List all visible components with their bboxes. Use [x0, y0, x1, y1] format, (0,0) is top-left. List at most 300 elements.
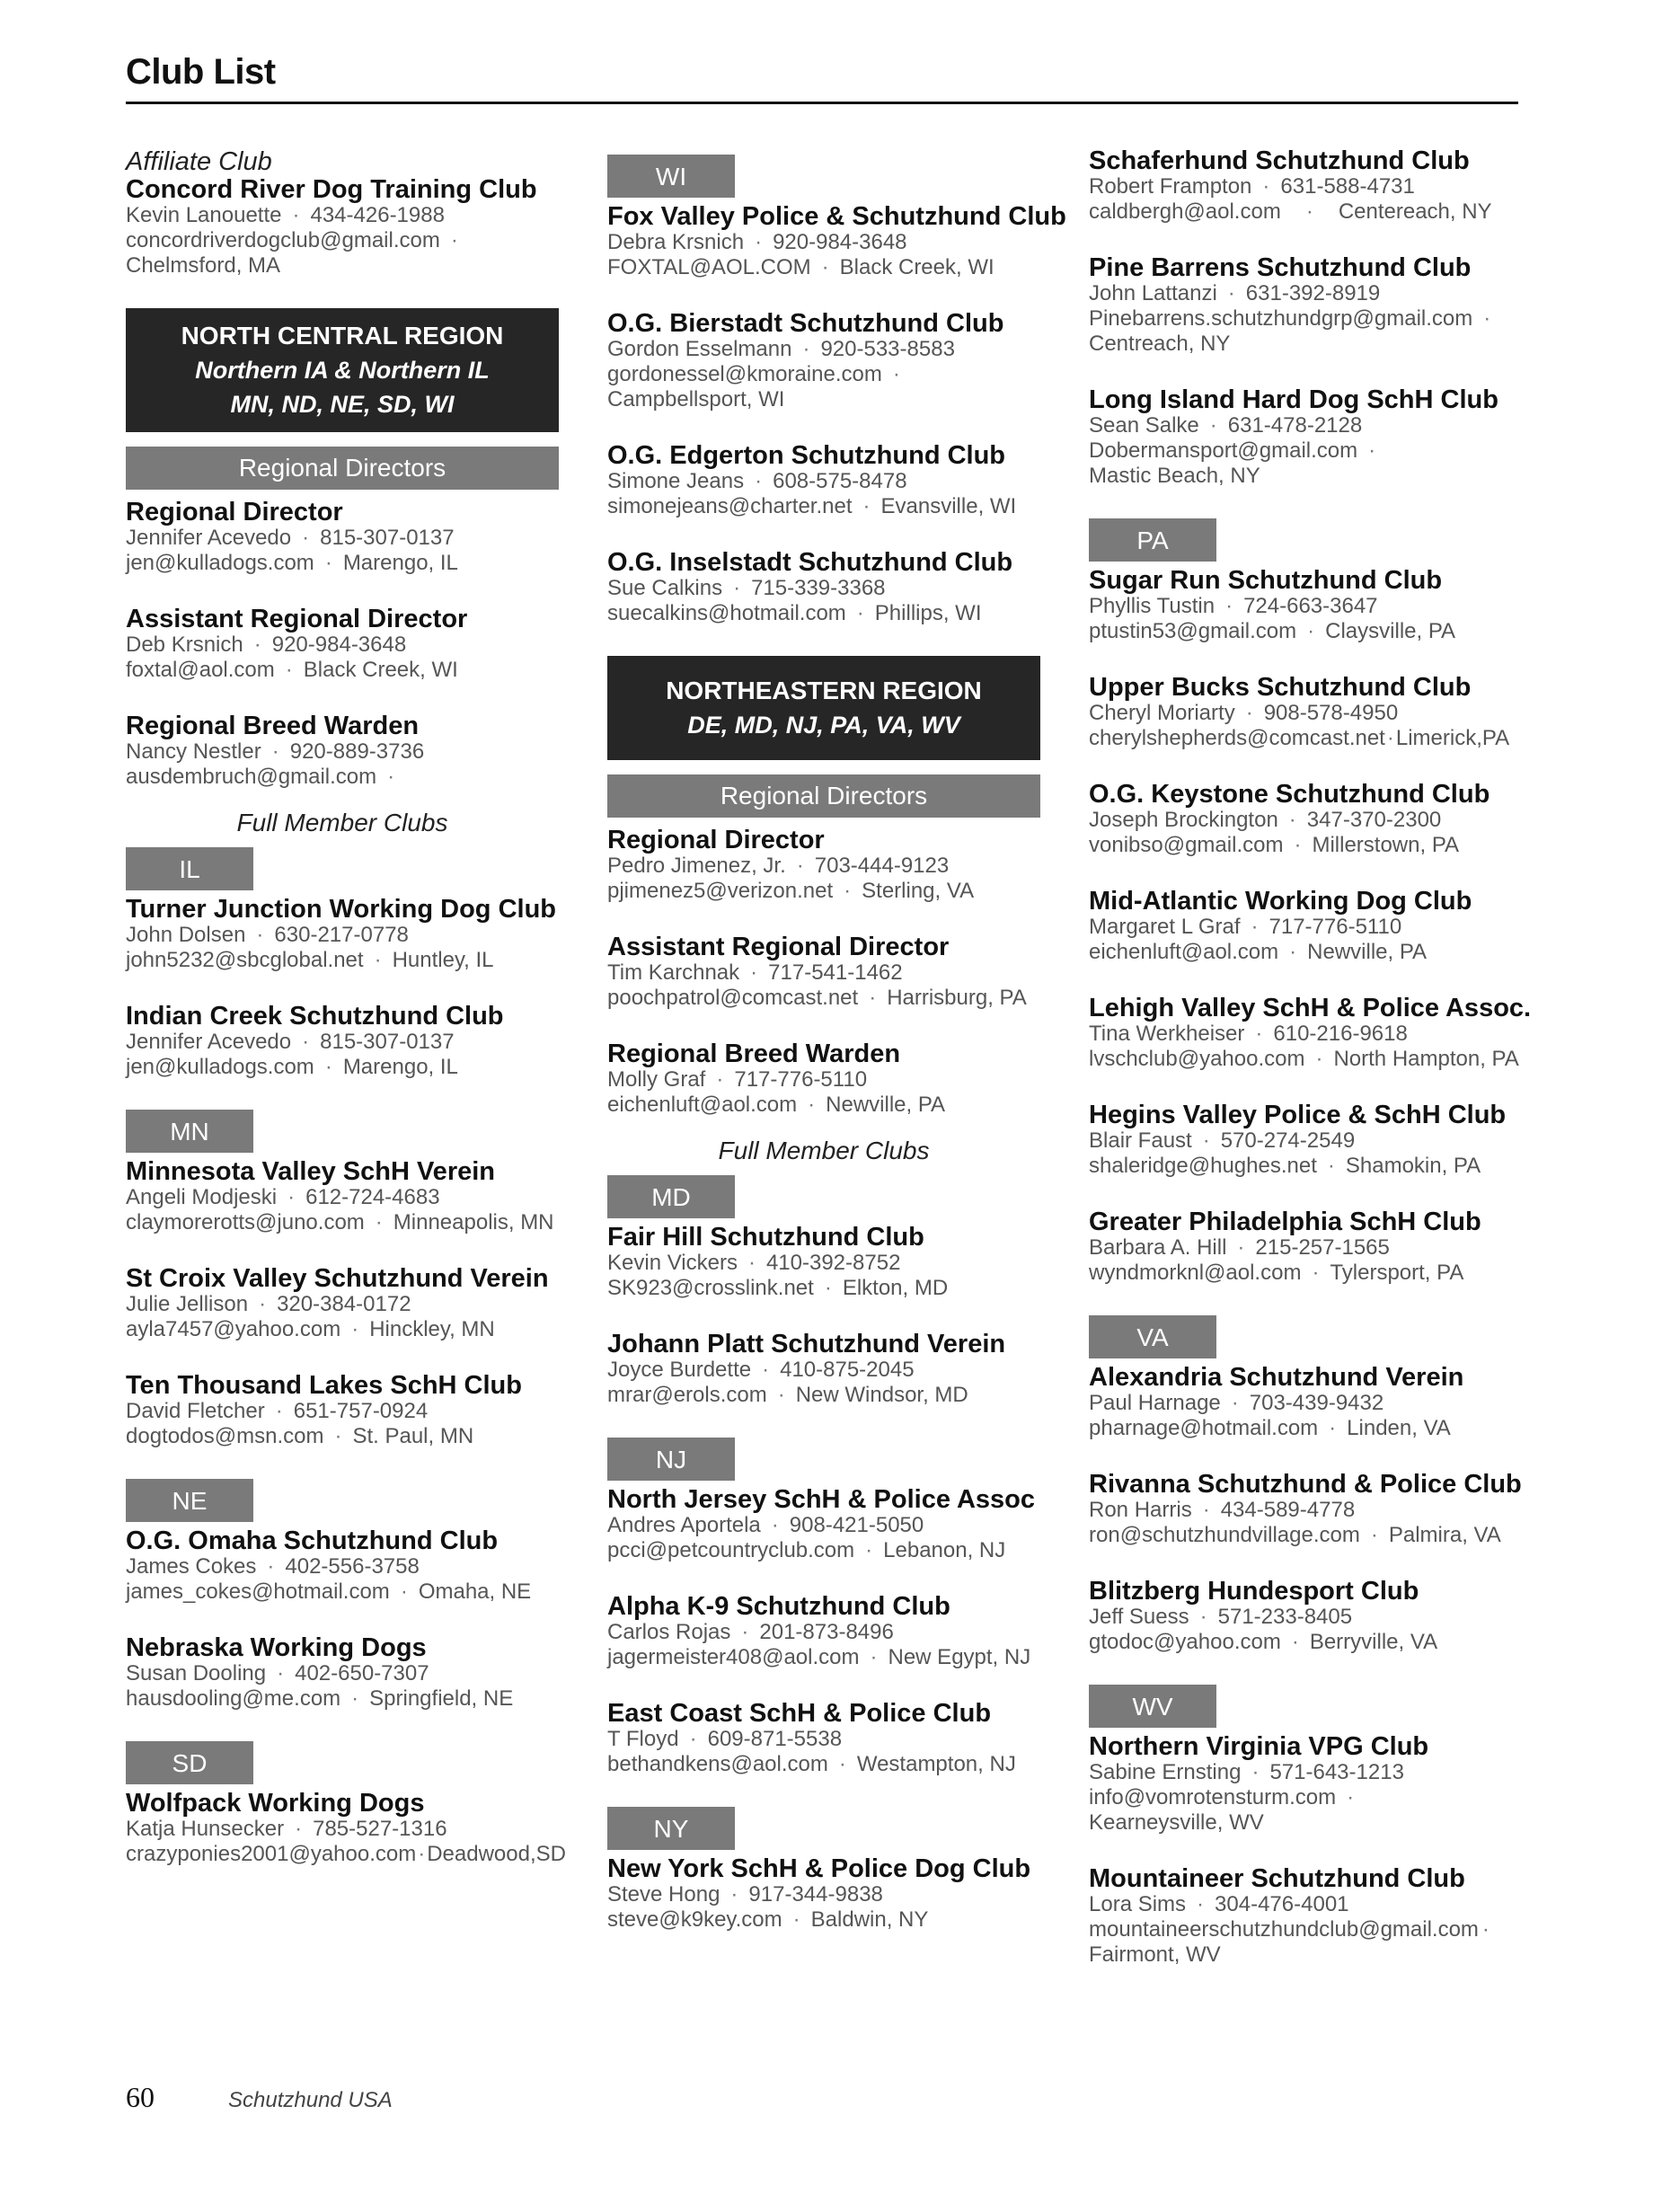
separator-dot: ·: [689, 1727, 697, 1751]
location: Centereach, NY: [1338, 199, 1492, 224]
email: suecalkins@hotmail.com: [607, 601, 846, 625]
club-name: Fair Hill Schutzhund Club: [607, 1223, 924, 1252]
club-name: Lehigh Valley SchH & Police Assoc.: [1089, 994, 1532, 1022]
phone: 402-556-3758: [285, 1554, 420, 1579]
separator-dot: ·: [1199, 1605, 1207, 1629]
separator-dot: ·: [1202, 1128, 1210, 1153]
email-line: [1089, 1630, 1522, 1655]
director-entry: [126, 606, 559, 683]
email-line: [1089, 619, 1522, 644]
email: ptustin53@gmail.com: [1089, 619, 1297, 643]
phone: 571-233-8405: [1217, 1605, 1353, 1629]
full-member-clubs-label: Full Member Clubs: [718, 1137, 930, 1164]
contact-line: [126, 923, 559, 948]
email: caldbergh@aol.com: [1089, 199, 1281, 224]
contact-line: [1089, 1391, 1522, 1416]
club-entry: [607, 1486, 1040, 1563]
club-entry: [1089, 1865, 1522, 1968]
separator-dot: ·: [1231, 1391, 1239, 1415]
email: bethandkens@aol.com: [607, 1752, 828, 1776]
separator-dot: ·: [1483, 306, 1491, 331]
contact-line: [607, 1251, 1040, 1276]
separator-dot: ·: [387, 765, 395, 789]
separator-dot: ·: [869, 986, 877, 1010]
contact-line: [1089, 1235, 1522, 1261]
phone: 717-541-1462: [768, 960, 903, 985]
separator-dot: ·: [334, 1424, 342, 1448]
phone: 717-776-5110: [734, 1067, 868, 1092]
club-entry: [1089, 781, 1522, 858]
email-line: [1089, 1261, 1522, 1286]
phone: 434-589-4778: [1220, 1498, 1356, 1522]
regional-directors-bar: Regional Directors: [607, 774, 1040, 818]
director-title: Regional Director: [126, 498, 343, 526]
phone: 917-344-9838: [748, 1882, 883, 1907]
email-line: [126, 228, 559, 253]
phone: 920-984-3648: [773, 230, 907, 254]
region-states: MN, ND, NE, SD, WI: [230, 391, 455, 418]
phone: 631-588-4731: [1280, 174, 1415, 199]
contact-line: [126, 1399, 559, 1424]
contact-name: James Cokes: [126, 1554, 257, 1579]
contact-line: [607, 337, 1040, 362]
phone: 908-578-4950: [1263, 701, 1399, 725]
club-name: Alexandria Schutzhund Verein: [1089, 1363, 1464, 1392]
club-entry: [1089, 674, 1522, 751]
location: Deadwood,SD: [427, 1842, 566, 1866]
club-entry: [607, 442, 1040, 519]
location: New Windsor, MD: [795, 1383, 968, 1407]
region-title: NORTH CENTRAL REGION: [181, 322, 504, 349]
separator-dot: ·: [271, 739, 279, 764]
separator-dot: ·: [792, 1907, 800, 1932]
separator-dot: ·: [750, 960, 758, 985]
club-name: Wolfpack Working Dogs: [126, 1789, 425, 1818]
email: eichenluft@aol.com: [1089, 940, 1279, 964]
contact-name: Simone Jeans: [607, 469, 745, 493]
location: Marengo, IL: [342, 551, 458, 575]
email: wyndmorknl@aol.com: [1089, 1261, 1302, 1285]
state-tab-ny: NY: [607, 1807, 735, 1850]
club-entry: [607, 202, 1066, 280]
contact-line: [1089, 1760, 1522, 1785]
email-line: [1089, 1154, 1522, 1179]
contact-line: [126, 633, 559, 658]
full-member-clubs-label: Full Member Clubs: [236, 809, 448, 836]
separator-dot: ·: [1327, 1154, 1335, 1178]
email-line: [126, 1210, 559, 1235]
separator-dot: ·: [1251, 915, 1259, 939]
email-line: [126, 1686, 559, 1712]
email-line: [126, 658, 559, 683]
contact-line: [607, 960, 1040, 986]
contact-line: [607, 469, 1040, 494]
club-entry: [1089, 1208, 1522, 1286]
separator-dot: ·: [277, 1661, 285, 1686]
email-line: [126, 1317, 559, 1342]
affiliate-club-label: Affiliate Club: [126, 147, 272, 176]
state-tab-wv: WV: [1089, 1685, 1216, 1728]
director-entry: [607, 933, 1040, 1011]
contact-line: [1089, 413, 1522, 438]
contact-line: [126, 1554, 559, 1579]
contact-line: [1089, 174, 1522, 199]
club-name: Schaferhund Schutzhund Club: [1089, 146, 1470, 175]
email: jen@kulladogs.com: [126, 551, 314, 575]
separator-dot: ·: [1251, 1760, 1260, 1784]
separator-dot: ·: [1312, 1261, 1320, 1285]
column-2: [607, 155, 1066, 1962]
contact-name: Jennifer Acevedo: [126, 526, 292, 550]
email: SK923@crosslink.net: [607, 1276, 814, 1300]
location: Newville, PA: [1307, 940, 1428, 964]
club-entry: [126, 896, 559, 973]
email: hausdooling@me.com: [126, 1686, 341, 1711]
contact-line: [1089, 1498, 1522, 1523]
contact-name: Julie Jellison: [126, 1292, 249, 1316]
phone: 610-216-9618: [1273, 1022, 1408, 1046]
separator-dot: ·: [324, 551, 332, 575]
separator-dot: ·: [762, 1358, 770, 1382]
email-line: [1089, 833, 1522, 858]
location: Hinckley, MN: [369, 1317, 495, 1341]
contact-name: Kevin Vickers: [607, 1251, 738, 1275]
contact-name: Deb Krsnich: [126, 633, 243, 657]
director-title: Assistant Regional Director: [126, 605, 468, 633]
contact-name: John Lattanzi: [1089, 281, 1217, 305]
contact-line: [1089, 808, 1522, 833]
club-entry: [1089, 1578, 1522, 1655]
separator-dot: ·: [741, 1620, 749, 1644]
column-3: [1089, 146, 1532, 1997]
email-line: [1089, 438, 1522, 464]
email-line: [126, 1842, 566, 1867]
email: ron@schutzhundvillage.com: [1089, 1523, 1360, 1547]
club-name: Long Island Hard Dog SchH Club: [1089, 385, 1498, 414]
contact-name: Katja Hunsecker: [126, 1817, 285, 1841]
separator-dot: ·: [374, 948, 382, 972]
phone: 631-478-2128: [1227, 413, 1363, 438]
location: Centreach, NY: [1089, 332, 1231, 356]
location: Lebanon, NJ: [883, 1538, 1006, 1562]
email: FOXTAL@AOL.COM: [607, 255, 811, 279]
contact-name: Molly Graf: [607, 1067, 706, 1092]
email: gordonessel@kmoraine.com: [607, 362, 882, 386]
separator-dot: ·: [285, 658, 293, 682]
location: Campbellsport, WI: [607, 387, 785, 411]
club-name: Hegins Valley Police & SchH Club: [1089, 1101, 1507, 1129]
phone: 201-873-8496: [759, 1620, 894, 1644]
club-entry: [607, 1593, 1040, 1670]
location: Black Creek, WI: [303, 658, 458, 682]
email-line: [607, 601, 1040, 626]
club-entry: [126, 1634, 559, 1712]
director-title: Regional Breed Warden: [126, 712, 420, 740]
club-name: Greater Philadelphia SchH Club: [1089, 1208, 1481, 1236]
location: Fairmont, WV: [1089, 1942, 1221, 1967]
separator-dot: ·: [275, 1399, 283, 1423]
club-entry: [1089, 994, 1532, 1072]
separator-dot: ·: [1289, 940, 1297, 964]
director-title: Regional Breed Warden: [607, 1040, 901, 1068]
separator-dot: ·: [1329, 1416, 1337, 1440]
club-entry: [607, 1224, 1040, 1301]
contact-line: [607, 1067, 1040, 1093]
phone: 402-650-7307: [295, 1661, 429, 1686]
club-name: Concord River Dog Training Club: [126, 175, 537, 204]
phone: 815-307-0137: [320, 1030, 455, 1054]
phone: 785-527-1316: [313, 1817, 447, 1841]
location: Sterling, VA: [862, 879, 975, 903]
email: mountaineerschutzhundclub@gmail.com: [1089, 1917, 1479, 1942]
contact-line: [607, 1358, 1040, 1383]
club-name: O.G. Inselstadt Schutzhund Club: [607, 548, 1013, 577]
separator-dot: ·: [1481, 1917, 1490, 1942]
separator-dot: ·: [1262, 174, 1270, 199]
phone: 410-875-2045: [780, 1358, 915, 1382]
email-line: [607, 879, 1040, 904]
club-name: Blitzberg Hundesport Club: [1089, 1577, 1419, 1606]
email: lvschclub@yahoo.com: [1089, 1047, 1305, 1071]
separator-dot: ·: [259, 1292, 267, 1316]
contact-name: Joseph Brockington: [1089, 808, 1278, 832]
club-name: Minnesota Valley SchH Verein: [126, 1157, 495, 1186]
email: pharnage@hotmail.com: [1089, 1416, 1319, 1440]
club-name: Alpha K-9 Schutzhund Club: [607, 1592, 950, 1621]
contact-line: [1089, 594, 1522, 619]
email: ausdembruch@gmail.com: [126, 765, 377, 789]
separator-dot: ·: [1197, 1892, 1205, 1916]
email-line: [607, 1093, 1040, 1118]
state-tab-ne: NE: [126, 1479, 253, 1522]
email-line: [607, 1276, 1040, 1301]
contact-name: Kevin Lanouette: [126, 203, 282, 227]
email-line: [607, 1538, 1040, 1563]
separator-dot: ·: [1294, 833, 1302, 857]
contact-line: [607, 854, 1040, 879]
phone: 724-663-3647: [1243, 594, 1378, 618]
separator-dot: ·: [1227, 281, 1235, 305]
email: pjimenez5@verizon.net: [607, 879, 834, 903]
email: gtodoc@yahoo.com: [1089, 1630, 1281, 1654]
separator-dot: ·: [1291, 1630, 1299, 1654]
separator-dot: ·: [400, 1579, 408, 1604]
contact-name: Steve Hong: [607, 1882, 720, 1907]
email-line: [126, 551, 559, 576]
separator-dot: ·: [1202, 1498, 1210, 1522]
location: New Egypt, NJ: [888, 1645, 1031, 1669]
state-tab-wi: WI: [607, 155, 735, 198]
phone: 815-307-0137: [320, 526, 455, 550]
location: Minneapolis, MN: [393, 1210, 554, 1234]
email: foxtal@aol.com: [126, 658, 275, 682]
club-entry: [126, 1158, 559, 1235]
separator-dot: ·: [295, 1817, 303, 1841]
club-name: East Coast SchH & Police Club: [607, 1699, 992, 1728]
region-states: DE, MD, NJ, PA, VA, WV: [687, 712, 960, 739]
location: Kearneysville, WV: [1089, 1810, 1264, 1835]
separator-dot: ·: [824, 1276, 832, 1300]
email: claymorerotts@juno.com: [126, 1210, 365, 1234]
email-line: [1089, 306, 1522, 332]
email: dogtodos@msn.com: [126, 1424, 324, 1448]
contact-name: Joyce Burdette: [607, 1358, 752, 1382]
location: Huntley, IL: [392, 948, 494, 972]
location: Westampton, NJ: [856, 1752, 1016, 1776]
email-line: [607, 986, 1040, 1011]
email: crazyponies2001@yahoo.com: [126, 1842, 417, 1866]
club-name: Indian Creek Schutzhund Club: [126, 1002, 504, 1031]
contact-name: John Dolsen: [126, 923, 246, 947]
director-entry: [126, 499, 559, 576]
contact-name: David Fletcher: [126, 1399, 265, 1423]
contact-name: Pedro Jimenez, Jr.: [607, 854, 786, 878]
director-entry: [607, 1040, 1040, 1118]
phone: 410-392-8752: [765, 1251, 901, 1275]
location: Linden, VA: [1347, 1416, 1451, 1440]
separator-dot: ·: [1245, 701, 1253, 725]
club-name: North Jersey SchH & Police Assoc: [607, 1485, 1035, 1514]
phone: 612-724-4683: [305, 1185, 440, 1209]
separator-dot: ·: [302, 526, 310, 550]
email: mrar@erols.com: [607, 1383, 767, 1407]
contact-line: [607, 230, 1040, 255]
location: Berryville, VA: [1309, 1630, 1438, 1654]
contact-line: [1089, 281, 1522, 306]
contact-name: Sean Salke: [1089, 413, 1199, 438]
phone: 908-421-5050: [789, 1513, 924, 1537]
contact-name: Ron Harris: [1089, 1498, 1192, 1522]
club-name: Mountaineer Schutzhund Club: [1089, 1864, 1465, 1893]
club-entry: [1089, 888, 1522, 965]
club-name: Pine Barrens Schutzhund Club: [1089, 253, 1472, 282]
email-line: [607, 362, 1040, 387]
director-entry: [126, 712, 559, 790]
contact-name: Gordon Esselmann: [607, 337, 792, 361]
contact-line: [1089, 1892, 1522, 1917]
contact-name: Debra Krsnich: [607, 230, 745, 254]
location: Black Creek, WI: [839, 255, 995, 279]
separator-dot: ·: [796, 854, 804, 878]
phone: 347-370-2300: [1306, 808, 1442, 832]
contact-name: Susan Dooling: [126, 1661, 267, 1686]
region-header-northeastern: [607, 656, 1040, 760]
publication-name: Schutzhund USA: [228, 2088, 393, 2112]
email: john5232@sbcglobal.net: [126, 948, 364, 972]
club-name: New York SchH & Police Dog Club: [607, 1854, 1031, 1883]
club-entry: [1089, 1733, 1522, 1836]
email-line: [1089, 1047, 1522, 1072]
contact-line: [126, 1817, 559, 1842]
title-rule: [126, 102, 1518, 104]
contact-name: Paul Harnage: [1089, 1391, 1221, 1415]
contact-name: Carlos Rojas: [607, 1620, 731, 1644]
separator-dot: ·: [1386, 726, 1394, 750]
contact-line: [1089, 1022, 1522, 1047]
club-entry: [607, 310, 1040, 412]
phone: 651-757-0924: [293, 1399, 429, 1423]
separator-dot: ·: [302, 1030, 310, 1054]
phone: 434-426-1988: [310, 203, 445, 227]
email: james_cokes@hotmail.com: [126, 1579, 390, 1604]
contact-name: Andres Aportela: [607, 1513, 761, 1537]
separator-dot: ·: [1209, 413, 1217, 438]
location: North Hampton, PA: [1333, 1047, 1519, 1071]
email: vonibso@gmail.com: [1089, 833, 1284, 857]
separator-dot: ·: [375, 1210, 383, 1234]
club-entry: [1089, 1102, 1522, 1179]
club-name: St Croix Valley Schutzhund Verein: [126, 1264, 549, 1293]
separator-dot: ·: [1307, 619, 1315, 643]
email: concordriverdogclub@gmail.com: [126, 228, 440, 252]
separator-dot: ·: [351, 1317, 359, 1341]
contact-line: [126, 739, 559, 765]
email: cherylshepherds@comcast.net: [1089, 726, 1385, 750]
contact-line: [126, 203, 559, 228]
email-line: [126, 765, 559, 790]
email-line: [607, 1383, 1040, 1408]
phone: 570-274-2549: [1220, 1128, 1356, 1153]
club-entry: [607, 1855, 1040, 1933]
separator-dot: ·: [450, 228, 458, 252]
separator-dot: ·: [821, 255, 829, 279]
location: Limerick,PA: [1395, 726, 1510, 750]
contact-line: [1089, 915, 1522, 940]
club-name: Upper Bucks Schutzhund Club: [1089, 673, 1472, 702]
club-name: O.G. Edgerton Schutzhund Club: [607, 441, 1006, 470]
club-entry: [1089, 567, 1522, 644]
club-name: O.G. Keystone Schutzhund Club: [1089, 780, 1490, 809]
director-title: Regional Director: [607, 826, 825, 854]
separator-dot: ·: [287, 1185, 296, 1209]
email-line: [607, 1645, 1040, 1670]
contact-line: [607, 576, 1040, 601]
location: Claysville, PA: [1325, 619, 1456, 643]
contact-name: Blair Faust: [1089, 1128, 1192, 1153]
email-line: [1089, 1785, 1522, 1810]
email: Dobermansport@gmail.com: [1089, 438, 1358, 463]
separator-dot: ·: [267, 1554, 275, 1579]
club-entry: [607, 549, 1040, 626]
column-1: [126, 147, 566, 1897]
phone: 608-575-8478: [773, 469, 907, 493]
location: Palmira, VA: [1388, 1523, 1501, 1547]
location: Marengo, IL: [342, 1055, 458, 1079]
phone: 571-643-1213: [1269, 1760, 1404, 1784]
email: jagermeister408@aol.com: [607, 1645, 860, 1669]
separator-dot: ·: [747, 1251, 756, 1275]
email-line: [126, 1055, 559, 1080]
separator-dot: ·: [1315, 1047, 1323, 1071]
phone: 609-871-5538: [707, 1727, 843, 1751]
club-entry: [1089, 1364, 1522, 1441]
phone: 215-257-1565: [1255, 1235, 1390, 1260]
club-entry: [1089, 147, 1522, 225]
separator-dot: ·: [838, 1752, 846, 1776]
director-entry: [607, 827, 1040, 904]
state-tab-va: VA: [1089, 1315, 1216, 1358]
separator-dot: ·: [1225, 594, 1233, 618]
contact-name: Tina Werkheiser: [1089, 1022, 1245, 1046]
page-title: Club List: [126, 52, 276, 92]
contact-line: [126, 526, 559, 551]
email-line: [1089, 1523, 1522, 1548]
phone: 703-439-9432: [1249, 1391, 1384, 1415]
phone: 320-384-0172: [277, 1292, 411, 1316]
email: shaleridge@hughes.net: [1089, 1154, 1317, 1178]
separator-dot: ·: [777, 1383, 785, 1407]
phone: 703-444-9123: [814, 854, 950, 878]
